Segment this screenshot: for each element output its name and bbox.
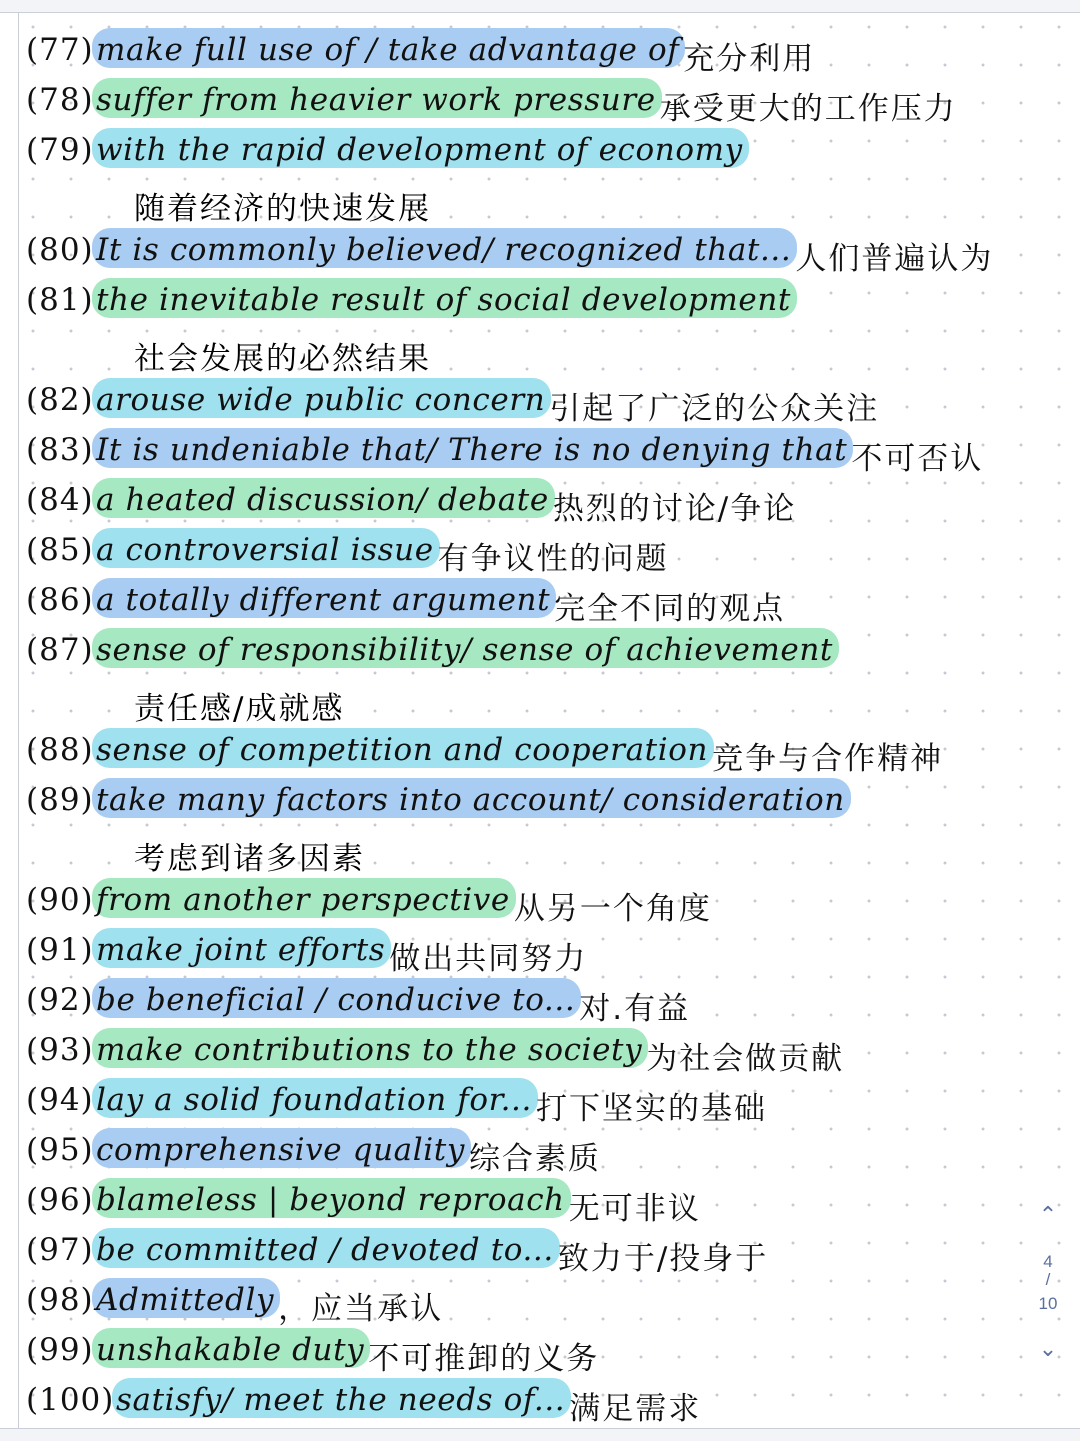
phrase-entry (26, 374, 1056, 427)
phrase-entry (26, 574, 1056, 627)
english-phrase: arouse wide public concern (96, 382, 546, 418)
phrase-entry (26, 1324, 1056, 1377)
phrase-line (26, 124, 1056, 174)
chevron-down-icon[interactable]: ⌄ (1038, 1336, 1058, 1361)
phrase-entry (26, 974, 1056, 1027)
chinese-translation: 满足需求 (569, 1391, 702, 1427)
phrase-number: (94) (26, 1082, 94, 1118)
chinese-translation: ，应当承认 (278, 1291, 444, 1327)
phrase-number: (100) (26, 1382, 115, 1418)
page-left-edge (18, 12, 19, 1430)
phrase-line (26, 774, 1056, 824)
chinese-translation: 充分利用 (683, 41, 816, 77)
phrase-entry (26, 274, 1056, 377)
english-phrase: suffer from heavier work pressure (96, 82, 656, 118)
phrase-number: (77) (26, 32, 94, 68)
phrase-entry (26, 124, 1056, 227)
english-phrase: sense of responsibility/ sense of achievement (96, 632, 833, 668)
chevron-up-icon[interactable]: ⌃ (1038, 1202, 1058, 1227)
english-phrase: blameless | beyond reproach (96, 1182, 565, 1218)
chinese-translation: 从另一个角度 (513, 891, 712, 927)
phrase-entry (26, 474, 1056, 527)
phrase-number: (85) (26, 532, 94, 568)
phrase-number: (96) (26, 1182, 94, 1218)
english-phrase: from another perspective (96, 882, 510, 918)
chinese-translation: 责任感/成就感 (134, 691, 345, 727)
phrase-line (26, 1274, 1056, 1327)
english-phrase: comprehensive quality (96, 1132, 465, 1168)
chinese-translation: 承受更大的工作压力 (659, 91, 957, 127)
phrase-line (26, 224, 1056, 277)
chinese-translation: 引起了广泛的公众关注 (549, 391, 880, 427)
phrase-line (26, 1174, 1056, 1227)
chinese-translation: 致力于/投身于 (557, 1241, 769, 1277)
phrase-number: (83) (26, 432, 94, 468)
chinese-translation: 竞争与合作精神 (712, 741, 944, 777)
chinese-translation: 有争议性的问题 (437, 541, 669, 577)
english-phrase: be committed / devoted to... (96, 1232, 554, 1268)
chinese-translation: 综合素质 (468, 1141, 601, 1177)
phrase-number: (98) (26, 1282, 94, 1318)
phrase-number: (91) (26, 932, 94, 968)
phrase-number: (84) (26, 482, 94, 518)
phrase-entry (26, 874, 1056, 927)
phrase-number: (89) (26, 782, 94, 818)
phrase-entry (26, 1024, 1056, 1077)
english-phrase: sense of competition and cooperation (96, 732, 709, 768)
english-phrase: It is commonly believed/ recognized that... (96, 232, 792, 268)
current-page-number: 4 (1043, 1252, 1053, 1271)
phrase-line (26, 724, 1056, 777)
english-phrase: be beneficial / conducive to... (96, 982, 576, 1018)
english-phrase: make joint efforts (96, 932, 386, 968)
english-phrase: Admittedly (96, 1282, 275, 1318)
phrase-entry (26, 1274, 1056, 1327)
english-phrase: a controversial issue (96, 532, 434, 568)
chinese-translation: 热烈的讨论/争论 (552, 491, 797, 527)
chinese-translation: 不可否认 (851, 441, 984, 477)
chinese-translation: 无可非议 (568, 1191, 701, 1227)
bottom-border (0, 1428, 1080, 1441)
chinese-translation: 打下坚实的基础 (535, 1091, 767, 1127)
phrase-number: (78) (26, 82, 94, 118)
phrase-entry (26, 24, 1056, 77)
phrase-number: (90) (26, 882, 94, 918)
english-phrase: a totally different argument (96, 582, 551, 618)
phrase-entry (26, 1374, 1056, 1427)
phrase-number: (95) (26, 1132, 94, 1168)
chinese-translation: 不可推卸的义务 (368, 1341, 600, 1377)
english-phrase: make full use of / take advantage of (96, 32, 680, 68)
phrase-number: (99) (26, 1332, 94, 1368)
chinese-translation: 人们普遍认为 (795, 241, 994, 277)
english-phrase: lay a solid foundation for... (96, 1082, 532, 1118)
phrase-entry (26, 924, 1056, 977)
phrase-line (26, 1074, 1056, 1127)
phrase-line (26, 1124, 1056, 1177)
phrase-line (26, 374, 1056, 427)
english-phrase: It is undeniable that/ There is no denying that (96, 432, 848, 468)
phrase-line (26, 1374, 1056, 1427)
translation-line (26, 824, 1056, 877)
top-border (0, 0, 1080, 13)
phrase-number: (86) (26, 582, 94, 618)
phrase-entry (26, 1074, 1056, 1127)
total-page-count: 10 (1038, 1294, 1058, 1313)
phrase-entry (26, 624, 1056, 727)
phrase-entry (26, 1124, 1056, 1177)
phrase-line (26, 924, 1056, 977)
chinese-translation: 社会发展的必然结果 (134, 341, 431, 377)
phrase-entry (26, 1174, 1056, 1227)
phrase-line (26, 1224, 1056, 1277)
english-phrase: unshakable duty (96, 1332, 365, 1368)
phrase-line (26, 1324, 1056, 1377)
phrase-line (26, 624, 1056, 674)
phrase-number: (87) (26, 632, 94, 668)
phrase-entry (26, 74, 1056, 127)
english-phrase: make contributions to the society (96, 1032, 643, 1068)
phrase-line (26, 874, 1056, 927)
phrase-entry (26, 424, 1056, 477)
phrase-number: (93) (26, 1032, 94, 1068)
translation-line (26, 674, 1056, 727)
phrase-line (26, 524, 1056, 577)
phrase-number: (79) (26, 132, 94, 168)
chinese-translation: 随着经济的快速发展 (134, 191, 431, 227)
phrase-entry (26, 524, 1056, 577)
phrase-line (26, 24, 1056, 77)
translation-line (26, 324, 1056, 377)
phrase-line (26, 974, 1056, 1027)
phrase-number: (92) (26, 982, 94, 1018)
chinese-translation: 为社会做贡献 (646, 1041, 845, 1077)
phrase-entry (26, 224, 1056, 277)
chinese-translation: 做出共同努力 (389, 941, 588, 977)
phrase-line (26, 574, 1056, 627)
phrase-line (26, 1024, 1056, 1077)
english-phrase: take many factors into account/ consideration (96, 782, 845, 818)
phrase-entry (26, 1224, 1056, 1277)
translation-line (26, 174, 1056, 227)
phrase-line (26, 424, 1056, 477)
phrase-entry (26, 724, 1056, 777)
phrase-number: (88) (26, 732, 94, 768)
english-phrase: satisfy/ meet the needs of... (116, 1382, 566, 1418)
chinese-translation: 完全不同的观点 (554, 591, 786, 627)
phrase-line (26, 74, 1056, 127)
chinese-translation: 考虑到诸多因素 (134, 841, 365, 877)
chinese-translation: 对.有益 (579, 991, 691, 1027)
page-indicator (1028, 1200, 1068, 1370)
phrase-number: (97) (26, 1232, 94, 1268)
phrase-list (26, 24, 1056, 1427)
phrase-number: (82) (26, 382, 94, 418)
phrase-line (26, 274, 1056, 324)
english-phrase: with the rapid development of economy (96, 132, 743, 168)
phrase-number: (81) (26, 282, 94, 318)
english-phrase: a heated discussion/ debate (96, 482, 549, 518)
page-separator: / (1045, 1270, 1051, 1289)
phrase-number: (80) (26, 232, 94, 268)
phrase-line (26, 474, 1056, 527)
phrase-entry (26, 774, 1056, 877)
english-phrase: the inevitable result of social development (96, 282, 791, 318)
